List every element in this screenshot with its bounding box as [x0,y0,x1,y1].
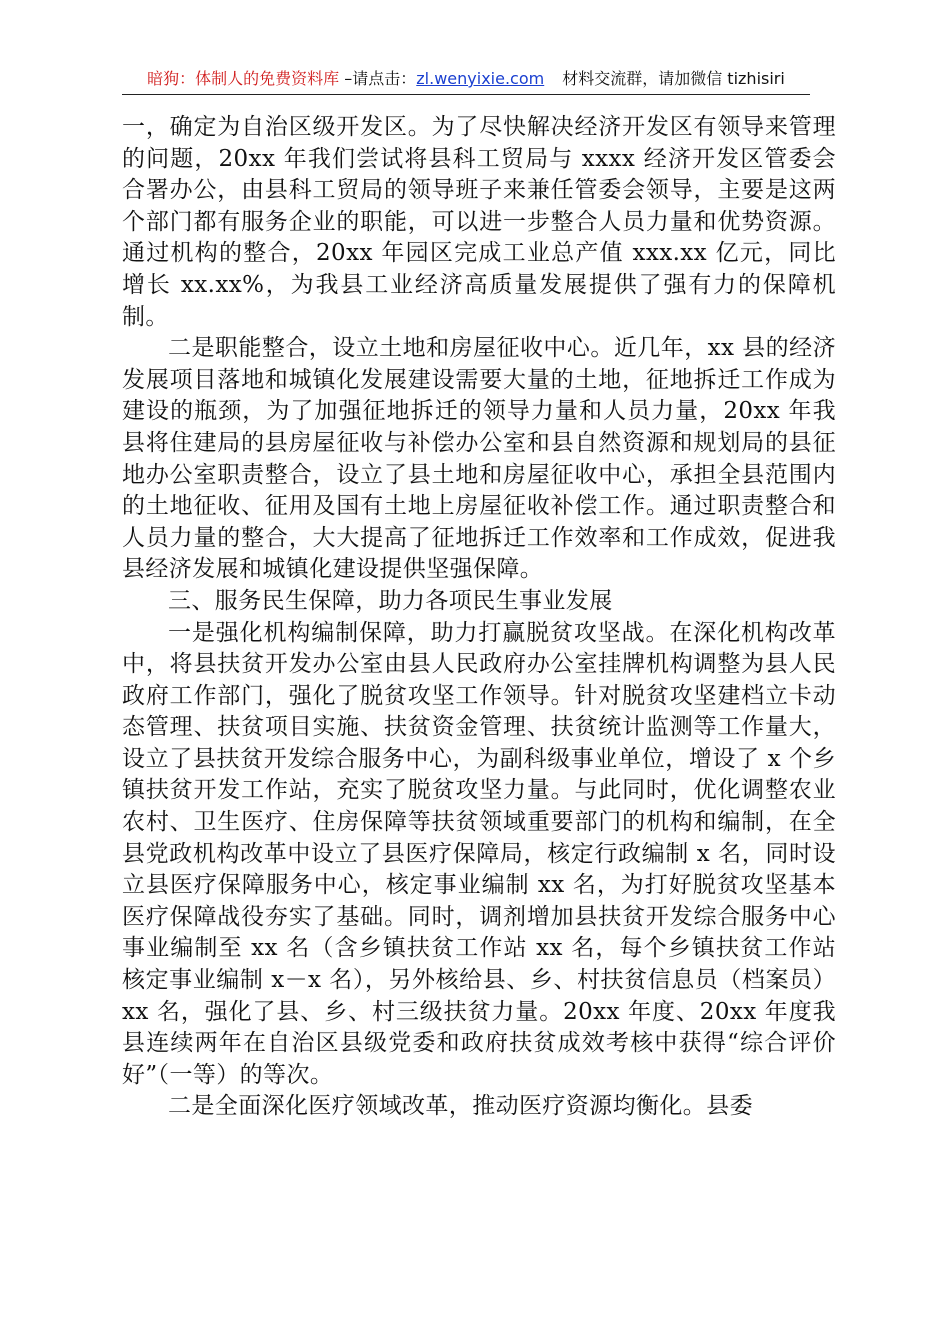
header-link[interactable]: zl.wenyixie.com [416,69,545,88]
header-contact: 材料交流群，请加微信 tizhisiri [562,69,785,88]
header-brand: 暗狗：体制人的免费资料库 [147,69,340,88]
paragraph-2: 二是职能整合，设立土地和房屋征收中心。近几年，xx 县的经济发展项目落地和城镇化发展建设需要大量的土地，征地拆迁工作成为建设的瓶颈，为了加强征地拆迁的领导力量和人员力量，20xx 年我县将住建局的县房屋征收与补偿办公室和县自然资源和规划局的县征地办公室职责整合，设立了县土地和房屋征收中心，承担全县范围内的土地征收、征用及国有土地上房屋征收补偿工作。通过职责整合和人员力量的整合，大大提高了征地拆迁工作效率和工作成效，促进我县经济发展和城镇化建设提供坚强保障。 [122,335,836,583]
paragraph-3: 一是强化机构编制保障，助力打赢脱贫攻坚战。在深化机构改革中，将县扶贫开发办公室由县人民政府办公室挂牌机构调整为县人民政府工作部门，强化了脱贫攻坚工作领导。针对脱贫攻坚建档立卡动态管理、扶贫项目实施、扶贫资金管理、扶贫统计监测等工作量大，设立了县扶贫开发综合服务中心，为副科级事业单位，增设了 x 个乡镇扶贫开发工作站，充实了脱贫攻坚力量。与此同时，优化调整农业农村、卫生医疗、住房保障等扶贫领域重要部门的机构和编制，在全县党政机构改革中设立了县医疗保障局，核定行政编制 x 名，同时设立县医疗保障服务中心，核定事业编制 xx 名，为打好脱贫攻坚基本医疗保障战役夯实了基础。同时，调剂增加县扶贫开发综合服务中心事业编制至 xx 名（含乡镇扶贫工作站 xx 名，每个乡镇扶贫工作站核定事业编制 x－x 名），另外核给县、乡、村扶贫信息员（档案员）xx 名，强化了县、乡、村三级扶贫力量。20xx 年度、20xx 年度我县连续两年在自治区县级党委和政府扶贫成效考核中获得“综合评价好”（一等）的等次。 [122,619,836,1088]
page-header [122,66,810,95]
document-body [122,112,836,1123]
section-heading: 三、服务民生保障，助力各项民生事业发展 [168,587,613,614]
paragraph-4: 二是全面深化医疗领域改革，推动医疗资源均衡化。县委 [168,1093,753,1120]
paragraph-1: 一，确定为自治区级开发区。为了尽快解决经济开发区有领导来管理的问题，20xx 年我们尝试将县科工贸局与 xxxx 经济开发区管委会合署办公，由县科工贸局的领导班子来兼任管委会领导，主要是这两个部门都有服务企业的职能，可以进一步整合人员力量和优势资源。通过机构的整合，20xx 年园区完成工业总产值 xxx.xx 亿元，同比增长 xx.xx%，为我县工业经济高质量发展提供了强有力的保障机制。 [122,114,836,330]
header-prompt: –请点击： [339,69,417,88]
